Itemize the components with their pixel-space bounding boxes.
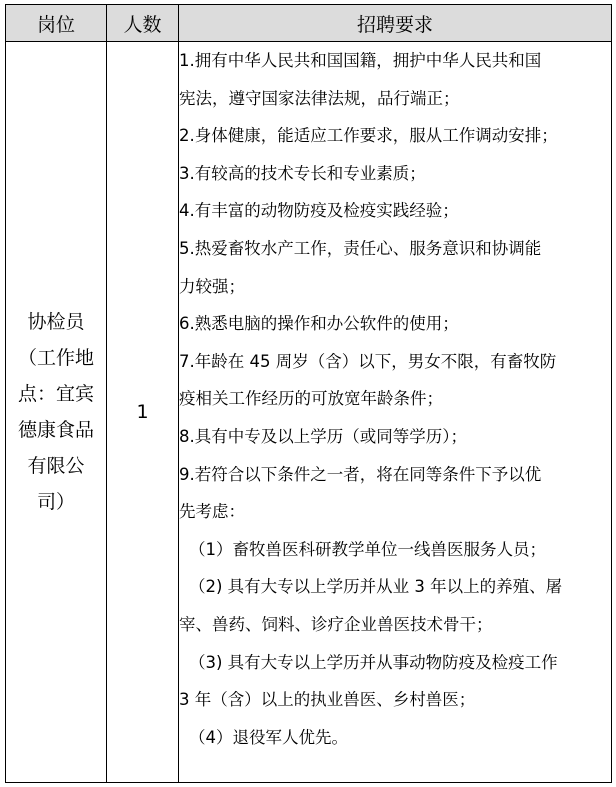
requirement-line: （1）畜牧兽医科研教学单位一线兽医服务人员； [189,539,546,559]
header-requirements: 招聘要求 [179,5,612,42]
position-line: 点：宜宾 [17,383,94,405]
position-line: 德康食品 [17,419,94,441]
requirement-line: 先考虑： [179,502,245,522]
requirement-line: 疫相关工作经历的可放宽年龄条件； [179,389,443,409]
recruitment-table [5,4,612,783]
header-count: 人数 [107,5,179,42]
requirement-line: 6.熟悉电脑的操作和办公软件的使用； [179,314,459,334]
requirement-line: （4）退役军人优先。 [189,727,348,747]
requirement-line: 宪法，遵守国家法律法规，品行端正； [179,88,460,108]
header-position: 岗位 [6,5,107,42]
requirement-line: 3 年（含）以上的执业兽医、乡村兽医； [179,690,476,710]
position-cell [6,42,107,783]
requirement-line: 8.具有中专及以上学历（或同等学历）； [179,426,467,446]
requirement-line: 4.有丰富的动物防疫及检疫实践经验； [179,201,459,221]
requirement-line: 2.身体健康，能适应工作要求，服从工作调动安排； [179,126,558,146]
count-cell: 1 [107,42,179,783]
requirement-line: 5.热爱畜牧水产工作，责任心、服务意识和协调能 [179,238,542,258]
header-row [6,5,612,42]
position-line: 有限公 [27,455,85,477]
requirement-line: 9.若符合以下条件之一者，将在同等条件下予以优 [179,464,542,484]
requirement-line: （3) 具有大专以上学历并从事动物防疫及检疫工作 [189,652,558,672]
requirements-cell [179,42,612,783]
position-line: 协检员 [27,311,85,333]
requirement-line: （2) 具有大专以上学历并从业 3 年以上的养殖、屠 [189,577,563,597]
requirement-line: 力较强； [179,276,245,296]
table-row [6,42,612,783]
requirement-line: 宰、兽药、饲料、诊疗企业兽医技术骨干； [179,614,493,634]
requirement-line: 1.拥有中华人民共和国国籍，拥护中华人民共和国 [179,51,542,70]
position-line: 司） [36,491,75,513]
requirement-line: 3.有较高的技术专长和专业素质； [179,163,426,183]
position-line: （工作地 [17,347,94,369]
requirement-line: 7.年龄在 45 周岁（含）以下，男女不限，有畜牧防 [179,351,557,371]
